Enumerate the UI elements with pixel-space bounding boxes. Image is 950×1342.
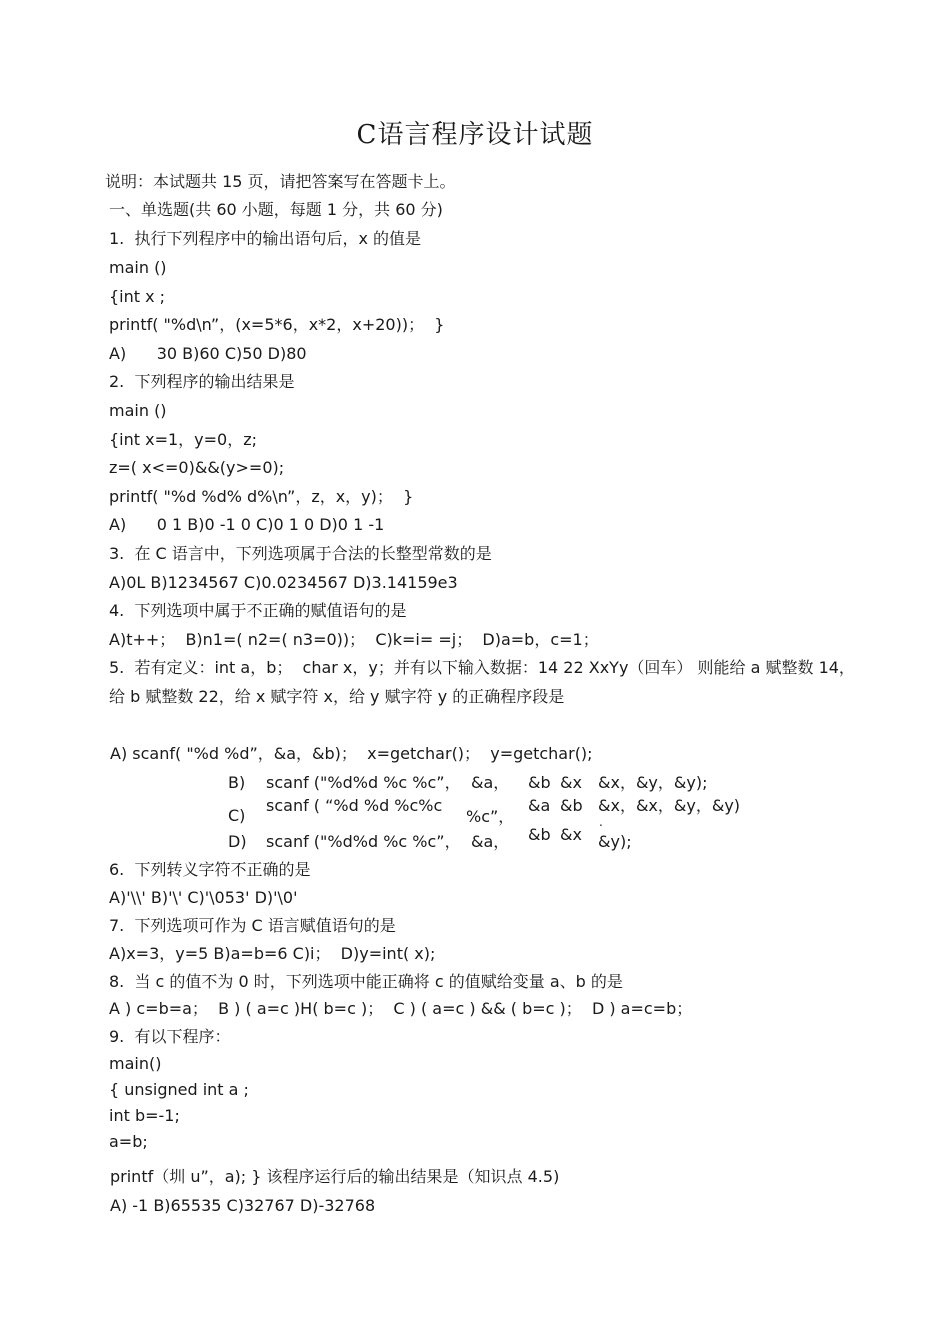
q1-code-line: {int x ; [109,287,166,306]
q1-stem: 1. 执行下列程序中的输出语句后，x 的值是 [109,229,421,248]
q5-option-b-rest: &x，&y，&y); [598,773,708,792]
q2-code-line: {int x=1，y=0，z; [109,430,258,449]
q6-options: A)'\\' B)'\' C)'\053' D)'\0' [109,888,298,907]
q5-option-b-arg: &x [560,773,582,792]
q5-stem: 给 b 赋整数 22，给 x 赋字符 x，给 y 赋字符 y 的正确程序段是 [109,687,565,706]
q5-option-c-label: C) [228,806,246,825]
q1-code-line: printf( "%d\n”，(x=5*6，x*2，x+20))； } [109,315,445,334]
q5-option-d-arg: &b [528,825,551,844]
q9-code-line: int b=-1; [109,1106,180,1125]
q6-stem: 6. 下列转义字符不正确的是 [109,860,311,879]
q4-stem: 4. 下列选项中属于不正确的赋值语句的是 [109,601,407,620]
q5-option-c-arg: &b [560,796,583,815]
q5-stem: 5. 若有定义：int a，b； char x，y；并有以下输入数据：14 22 XxYy（回车） 则能给 a 赋整数 14， [109,658,855,677]
q9-stem: 9. 有以下程序： [109,1027,231,1046]
q9-printf-line: printf（圳 u”，a); } 该程序运行后的输出结果是（知识点 4.5) [110,1167,560,1186]
q5-option-c-code-cut [258,816,302,827]
q1-options: A) 30 B)60 C)50 D)80 [109,344,307,363]
q1-code-line: main () [109,258,167,277]
q5-option-c-tail: . [599,815,603,829]
q8-options: A ) c=b=a； B ) ( a=c )H( b=c )； C ) ( a=c ) && ( b=c )； D ) a=c=b； [109,999,693,1018]
q8-stem: 8. 当 c 的值不为 0 时，下列选项中能正确将 c 的值赋给变量 a、b 的是 [109,972,623,991]
q5-option-d-code: scanf ("%d%d %c %c”， [266,832,461,851]
q5-option-b-label: B) [228,773,246,792]
q5-option-b-arg: &b [528,773,551,792]
q5-option-c-arg: &a [528,796,551,815]
q2-options: A) 0 1 B)0 -1 0 C)0 1 0 D)0 1 -1 [109,515,385,534]
q4-options: A)t++； B)n1=( n2=( n3=0))； C)k=i= =j； D)a=b，c=1； [109,630,599,649]
q5-option-b-arg: &a， [471,773,510,792]
section-heading: 一、单选题(共 60 小题，每题 1 分，共 60 分) [109,200,443,219]
q5-option-b-code: scanf ("%d%d %c %c”， [266,773,461,792]
q2-code-line: main () [109,401,167,420]
q5-option-a: A) scanf( "%d %d”，&a，&b)； x=getchar()； y=getchar(); [110,744,593,763]
q9-code-line: a=b; [109,1132,148,1151]
q3-stem: 3. 在 C 语言中，下列选项属于合法的长整型常数的是 [109,544,492,563]
q5-option-d-arg: &x [560,825,582,844]
q9-options: A) -1 B)65535 C)32767 D)-32768 [110,1196,376,1215]
q2-code-line: printf( "%d %d% d%\n”，z，x，y)； } [109,487,414,506]
page-title: C语言程序设计试题 [356,120,594,150]
q9-code-line: main() [109,1054,162,1073]
q7-options: A)x=3，y=5 B)a=b=6 C)i； D)y=int( x); [109,944,436,963]
q5-option-d-rest: &y); [598,832,632,851]
q5-option-c-rest: &x，&x，&y，&y) [598,796,741,815]
q5-option-c-format: %c”， [466,807,515,826]
q5-option-c-code: scanf ( “%d %d %c%c [266,796,443,815]
q5-option-d-label: D) [228,832,247,851]
q9-code-line: { unsigned int a ; [109,1080,249,1099]
q7-stem: 7. 下列选项可作为 C 语言赋值语句的是 [109,916,396,935]
intro-text: 说明：本试题共 15 页，请把答案写在答题卡上。 [105,172,456,191]
q3-options: A)0L B)1234567 C)0.0234567 D)3.14159e3 [109,573,458,592]
q2-code-line: z=( x<=0)&&(y>=0); [109,458,285,477]
q2-stem: 2. 下列程序的输出结果是 [109,372,295,391]
q5-option-d-arg: &a， [471,832,510,851]
